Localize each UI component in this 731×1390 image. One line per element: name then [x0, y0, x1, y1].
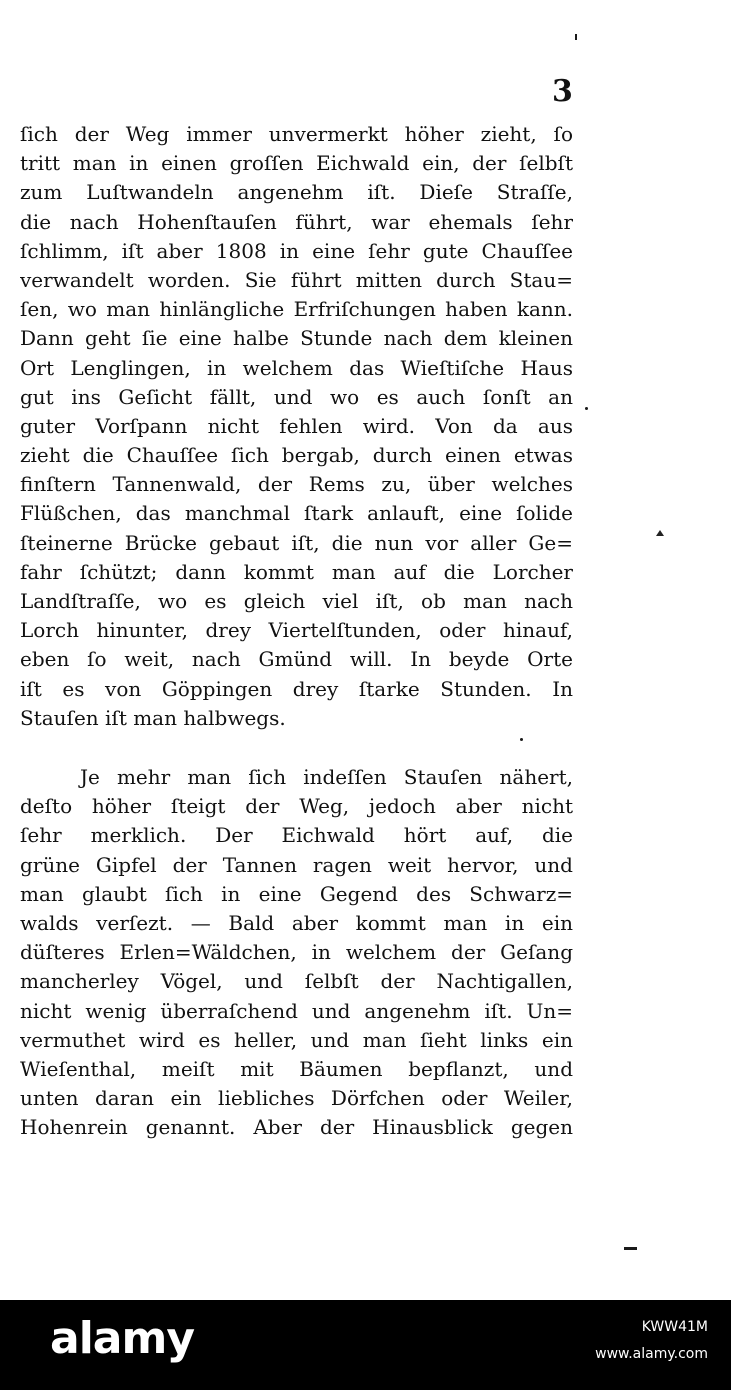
text-line: man glaubt ſich in eine Gegend des Schwarz=	[20, 881, 573, 906]
text-line: iſt es von Göppingen drey ſtarke Stunden. In	[20, 676, 573, 701]
text-line: grüne Gipfel der Tannen ragen weit hervor, und	[20, 852, 573, 877]
text-line: walds verſezt. — Bald aber kommt man in ein	[20, 910, 573, 935]
text-line: zum Luſtwandeln angenehm iſt. Dieſe Straſſe,	[20, 180, 573, 205]
text-line: Hohenrein genannt. Aber der Hinausblick gegen	[20, 1115, 573, 1140]
paragraph-2	[20, 763, 573, 1142]
text-line: unten daran ein liebliches Dörfchen oder Weiler,	[20, 1086, 573, 1111]
text-line: tritt man in einen groſſen Eichwald ein, der ſelbſt	[20, 151, 573, 176]
watermark-logo: alamy	[50, 1313, 194, 1364]
text-line: zieht die Chauſſee ſich bergab, durch einen etwas	[20, 443, 573, 468]
text-line: mancherley Vögel, und ſelbſt der Nachtigallen,	[20, 969, 573, 994]
text-line: Lorch hinunter, drey Viertelſtunden, oder hinauf,	[20, 618, 573, 643]
text-line: deſto höher ſteigt der Weg, jedoch aber nicht	[20, 794, 573, 819]
text-line: guter Vorſpann nicht fehlen wird. Von da aus	[20, 413, 573, 438]
text-line: Je mehr man ſich indeſſen Stauſen nähert,	[80, 765, 573, 789]
text-line: gut ins Geſicht fällt, und wo es auch ſonſt an	[20, 384, 573, 409]
text-line: Dann geht ſie eine halbe Stunde nach dem kleinen	[20, 326, 573, 351]
scan-caret-mark	[656, 530, 664, 536]
text-line: Wieſenthal, meiſt mit Bäumen bepflanzt, und	[20, 1056, 573, 1081]
text-line: ſen, wo man hinlängliche Erfriſchungen haben kann.	[20, 297, 573, 322]
text-line: ſich der Weg immer unvermerkt höher zieht, ſo	[20, 122, 573, 146]
text-line: fahr ſchützt; dann kommt man auf die Lorcher	[20, 559, 573, 584]
scan-speck	[575, 34, 577, 40]
scan-dash-mark	[624, 1247, 637, 1250]
text-line: Stauſen iſt man halbwegs.	[20, 705, 286, 730]
text-line: nicht wenig überraſchend und angenehm iſt. Un=	[20, 998, 573, 1023]
text-line: Flüßchen, das manchmal ſtark anlauft, eine ſolide	[20, 501, 573, 526]
text-line: verwandelt worden. Sie führt mitten durch Stau=	[20, 267, 573, 292]
scan-speck	[585, 407, 588, 410]
watermark-image-id: KWW41M	[641, 1319, 708, 1335]
scan-speck	[520, 738, 523, 741]
text-line: düſteres Erlen=Wäldchen, in welchem der Geſang	[20, 940, 573, 965]
text-line: eben ſo weit, nach Gmünd will. In beyde Orte	[20, 647, 573, 672]
text-line: ſehr merklich. Der Eichwald hört auf, die	[20, 823, 573, 848]
text-line: die nach Hohenſtauſen führt, war ehemals ſehr	[20, 209, 573, 234]
text-line: Ort Lenglingen, in welchem das Wieſtiſche Haus	[20, 355, 573, 380]
text-line: vermuthet wird es heller, und man ſieht links ein	[20, 1027, 573, 1052]
paragraph-1	[20, 120, 573, 733]
text-line: ſteinerne Brücke gebaut iſt, die nun vor aller Ge=	[20, 530, 573, 555]
watermark-url: www.alamy.com	[595, 1346, 708, 1362]
page-number: 3	[552, 74, 573, 109]
text-line: ſchlimm, iſt aber 1808 in eine ſehr gute Chauſſee	[20, 238, 573, 263]
text-line: Landſtraſſe, wo es gleich viel iſt, ob man nach	[20, 589, 573, 613]
text-line: finſtern Tannenwald, der Rems zu, über welches	[20, 472, 573, 497]
